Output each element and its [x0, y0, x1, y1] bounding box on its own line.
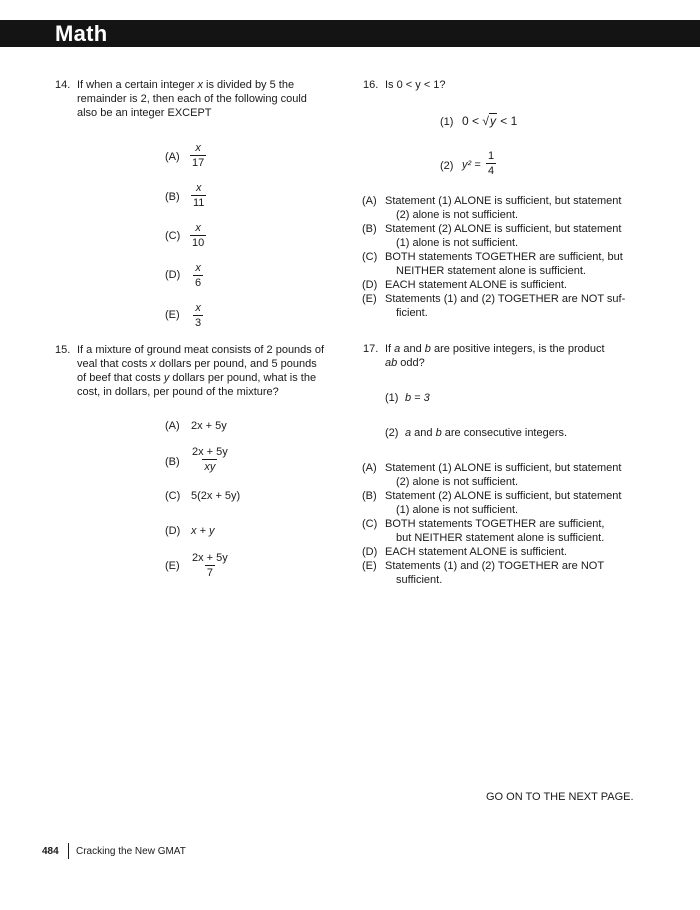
q14-option-e-label: (E): [165, 309, 180, 321]
question-15-number: 15.: [55, 344, 71, 356]
q16-choice-d: EACH statement ALONE is sufficient.: [385, 279, 567, 291]
q15-option-c-label: (C): [165, 490, 181, 502]
q17-statement-2-label: (2): [385, 427, 399, 439]
footer-divider: [68, 843, 69, 859]
q16-choice-e-label: (E): [362, 293, 377, 305]
q15-option-d-text: x + y: [191, 525, 215, 537]
q15-option-c-text: 5(2x + 5y): [191, 490, 241, 502]
q14-option-d-fraction: $\frac{x}{6}$: [195, 262, 202, 289]
q15-option-b-fraction: $\frac{2x + 5y}{xy}$: [192, 446, 228, 473]
q16-statement-2-lhs: y² =: [462, 159, 481, 171]
q14-option-b-fraction: $\frac{x}{11}$: [193, 182, 205, 209]
q15-option-b-label: (B): [165, 456, 180, 468]
q17-choice-c-label: (C): [362, 518, 378, 530]
q14-option-e-fraction: $\frac{x}{3}$: [195, 302, 202, 329]
q17-choice-a: Statement (1) ALONE is sufficient, but statement (2) alone is not sufficient.: [385, 462, 622, 488]
q16-choice-e: Statements (1) and (2) TOGETHER are NOT suf- ficient.: [385, 293, 626, 319]
q17-statement-1: b = 3: [405, 392, 430, 404]
q16-choice-a-label: (A): [362, 195, 377, 207]
q17-choice-d: EACH statement ALONE is sufficient.: [385, 546, 567, 558]
q15-option-a-label: (A): [165, 420, 180, 432]
q17-choice-c: BOTH statements TOGETHER are sufficient, but NEITHER statement alone is sufficient.: [385, 518, 605, 544]
q16-choice-c-label: (C): [362, 251, 378, 263]
go-on-notice: GO ON TO THE NEXT PAGE.: [486, 791, 634, 803]
q16-statement-2-fraction: $\frac{1}{4}$: [488, 150, 495, 177]
q16-statement-1-label: (1): [440, 116, 454, 128]
page-number: 484: [42, 846, 59, 857]
q14-option-d-label: (D): [165, 269, 181, 281]
q17-choice-b: Statement (2) ALONE is sufficient, but statement (1) alone is not sufficient.: [385, 490, 622, 516]
q14-option-a-fraction: $\frac{x}{17}$: [192, 142, 205, 169]
question-14-stem: If when a certain integer x is divided by 5 the remainder is 2, then each of the following could also be an integer EXCEPT: [77, 79, 307, 119]
q16-choice-d-label: (D): [362, 279, 378, 291]
question-15-stem: If a mixture of ground meat consists of 2 pounds of veal that costs x dollars per pound, and 5 pounds of beef that costs y dollars per pound, what is the cost, in dollars, per pound of the mixture?: [77, 344, 325, 398]
question-16-stem: Is 0 < y < 1?: [385, 79, 446, 91]
question-14-number: 14.: [55, 79, 71, 91]
page-title: Math: [55, 21, 108, 46]
q17-statement-2: a and b are consecutive integers.: [405, 427, 568, 439]
question-17-stem: If a and b are positive integers, is the product ab odd?: [385, 343, 605, 369]
question-16-number: 16.: [363, 79, 379, 91]
q17-choice-e: Statements (1) and (2) TOGETHER are NOT sufficient.: [385, 560, 605, 586]
q16-choice-b: Statement (2) ALONE is sufficient, but statement (1) alone is not sufficient.: [385, 223, 622, 249]
q16-choice-c: BOTH statements TOGETHER are sufficient, but NEITHER statement alone is sufficient.: [385, 251, 623, 277]
q15-option-e-fraction: $\frac{2x + 5y}{7}$: [192, 552, 228, 579]
q17-statement-1-label: (1): [385, 392, 399, 404]
book-title: Cracking the New GMAT: [76, 846, 186, 857]
q17-choice-d-label: (D): [362, 546, 378, 558]
q15-option-d-label: (D): [165, 525, 181, 537]
q15-option-e-label: (E): [165, 560, 180, 572]
q16-statement-2-label: (2): [440, 160, 454, 172]
question-17-number: 17.: [363, 343, 379, 355]
q16-choice-b-label: (B): [362, 223, 377, 235]
q17-choice-a-label: (A): [362, 462, 377, 474]
q14-option-b-label: (B): [165, 191, 180, 203]
q14-option-a-label: (A): [165, 151, 180, 163]
q17-choice-b-label: (B): [362, 490, 377, 502]
q14-option-c-label: (C): [165, 230, 181, 242]
q17-choice-e-label: (E): [362, 560, 377, 572]
q16-choice-a: Statement (1) ALONE is sufficient, but statement (2) alone is not sufficient.: [385, 195, 622, 221]
q14-option-c-fraction: $\frac{x}{10}$: [192, 222, 205, 249]
q16-statement-1: 0 < √y < 1: [462, 114, 518, 128]
q15-option-a-text: 2x + 5y: [191, 420, 227, 432]
